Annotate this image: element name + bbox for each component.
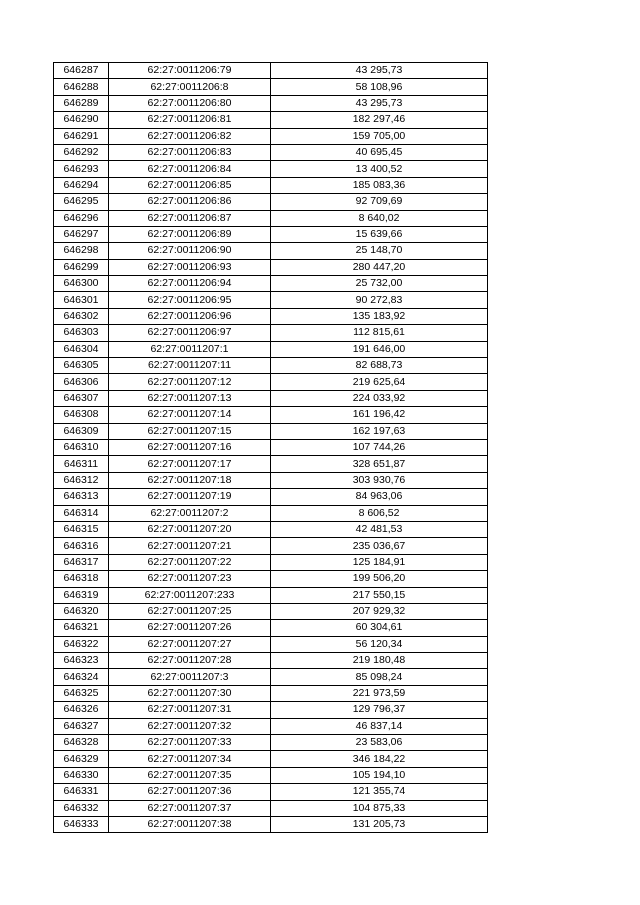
value-cell: 280 447,20 <box>271 259 488 275</box>
cadastral-number-cell: 62:27:0011206:95 <box>109 292 271 308</box>
table-row <box>54 571 488 587</box>
row-number-cell: 646289 <box>54 95 109 111</box>
cadastral-number-cell: 62:27:0011207:22 <box>109 554 271 570</box>
table-row <box>54 63 488 79</box>
value-cell: 235 036,67 <box>271 538 488 554</box>
row-number-cell: 646310 <box>54 439 109 455</box>
table-row <box>54 718 488 734</box>
row-number-cell: 646327 <box>54 718 109 734</box>
row-number-cell: 646329 <box>54 751 109 767</box>
row-number-cell: 646308 <box>54 407 109 423</box>
table-row <box>54 112 488 128</box>
table-row <box>54 259 488 275</box>
row-number-cell: 646293 <box>54 161 109 177</box>
row-number-cell: 646307 <box>54 390 109 406</box>
table-row <box>54 79 488 95</box>
table-row <box>54 472 488 488</box>
table-row <box>54 521 488 537</box>
table-row <box>54 636 488 652</box>
value-cell: 42 481,53 <box>271 521 488 537</box>
row-number-cell: 646313 <box>54 489 109 505</box>
row-number-cell: 646290 <box>54 112 109 128</box>
cadastral-number-cell: 62:27:0011207:233 <box>109 587 271 603</box>
table-row <box>54 685 488 701</box>
row-number-cell: 646298 <box>54 243 109 259</box>
table-row <box>54 587 488 603</box>
cadastral-number-cell: 62:27:0011207:3 <box>109 669 271 685</box>
row-number-cell: 646297 <box>54 226 109 242</box>
cadastral-number-cell: 62:27:0011206:83 <box>109 144 271 160</box>
value-cell: 92 709,69 <box>271 194 488 210</box>
value-cell: 112 815,61 <box>271 325 488 341</box>
row-number-cell: 646315 <box>54 521 109 537</box>
value-cell: 207 929,32 <box>271 603 488 619</box>
table-row <box>54 554 488 570</box>
table-row <box>54 784 488 800</box>
cadastral-number-cell: 62:27:0011207:37 <box>109 800 271 816</box>
row-number-cell: 646287 <box>54 63 109 79</box>
table-row <box>54 128 488 144</box>
cadastral-number-cell: 62:27:0011206:90 <box>109 243 271 259</box>
table-row <box>54 226 488 242</box>
value-cell: 219 180,48 <box>271 653 488 669</box>
value-cell: 85 098,24 <box>271 669 488 685</box>
value-cell: 23 583,06 <box>271 735 488 751</box>
table-row <box>54 816 488 832</box>
table-row <box>54 702 488 718</box>
value-cell: 135 183,92 <box>271 308 488 324</box>
cadastral-number-cell: 62:27:0011207:31 <box>109 702 271 718</box>
value-cell: 13 400,52 <box>271 161 488 177</box>
value-cell: 46 837,14 <box>271 718 488 734</box>
cadastral-number-cell: 62:27:0011206:86 <box>109 194 271 210</box>
value-cell: 25 148,70 <box>271 243 488 259</box>
table-row <box>54 243 488 259</box>
row-number-cell: 646309 <box>54 423 109 439</box>
value-cell: 40 695,45 <box>271 144 488 160</box>
value-cell: 346 184,22 <box>271 751 488 767</box>
table-row <box>54 653 488 669</box>
cadastral-number-cell: 62:27:0011207:20 <box>109 521 271 537</box>
cadastral-number-cell: 62:27:0011207:34 <box>109 751 271 767</box>
table-row <box>54 767 488 783</box>
row-number-cell: 646294 <box>54 177 109 193</box>
table-row <box>54 407 488 423</box>
row-number-cell: 646299 <box>54 259 109 275</box>
table-row <box>54 177 488 193</box>
row-number-cell: 646324 <box>54 669 109 685</box>
table-row <box>54 390 488 406</box>
value-cell: 182 297,46 <box>271 112 488 128</box>
cadastral-number-cell: 62:27:0011207:13 <box>109 390 271 406</box>
value-cell: 8 606,52 <box>271 505 488 521</box>
row-number-cell: 646291 <box>54 128 109 144</box>
row-number-cell: 646317 <box>54 554 109 570</box>
cadastral-number-cell: 62:27:0011206:80 <box>109 95 271 111</box>
table-row <box>54 210 488 226</box>
cadastral-number-cell: 62:27:0011207:14 <box>109 407 271 423</box>
cadastral-number-cell: 62:27:0011206:84 <box>109 161 271 177</box>
row-number-cell: 646300 <box>54 276 109 292</box>
cadastral-number-cell: 62:27:0011206:96 <box>109 308 271 324</box>
value-cell: 84 963,06 <box>271 489 488 505</box>
value-cell: 191 646,00 <box>271 341 488 357</box>
cadastral-number-cell: 62:27:0011207:36 <box>109 784 271 800</box>
row-number-cell: 646288 <box>54 79 109 95</box>
row-number-cell: 646333 <box>54 816 109 832</box>
row-number-cell: 646316 <box>54 538 109 554</box>
value-cell: 199 506,20 <box>271 571 488 587</box>
value-cell: 82 688,73 <box>271 358 488 374</box>
value-cell: 161 196,42 <box>271 407 488 423</box>
cadastral-number-cell: 62:27:0011207:33 <box>109 735 271 751</box>
table-row <box>54 439 488 455</box>
row-number-cell: 646318 <box>54 571 109 587</box>
table-row <box>54 489 488 505</box>
table-row <box>54 194 488 210</box>
table-row <box>54 325 488 341</box>
value-cell: 8 640,02 <box>271 210 488 226</box>
value-cell: 224 033,92 <box>271 390 488 406</box>
value-cell: 43 295,73 <box>271 95 488 111</box>
value-cell: 60 304,61 <box>271 620 488 636</box>
row-number-cell: 646292 <box>54 144 109 160</box>
table-row <box>54 358 488 374</box>
row-number-cell: 646301 <box>54 292 109 308</box>
row-number-cell: 646320 <box>54 603 109 619</box>
value-cell: 58 108,96 <box>271 79 488 95</box>
table-row <box>54 505 488 521</box>
value-cell: 15 639,66 <box>271 226 488 242</box>
cadastral-number-cell: 62:27:0011207:21 <box>109 538 271 554</box>
cadastral-number-cell: 62:27:0011207:35 <box>109 767 271 783</box>
row-number-cell: 646296 <box>54 210 109 226</box>
table-row <box>54 800 488 816</box>
value-cell: 90 272,83 <box>271 292 488 308</box>
row-number-cell: 646305 <box>54 358 109 374</box>
table-row <box>54 538 488 554</box>
table-row <box>54 669 488 685</box>
cadastral-number-cell: 62:27:0011207:17 <box>109 456 271 472</box>
row-number-cell: 646314 <box>54 505 109 521</box>
row-number-cell: 646303 <box>54 325 109 341</box>
table-row <box>54 276 488 292</box>
cadastral-number-cell: 62:27:0011207:32 <box>109 718 271 734</box>
row-number-cell: 646330 <box>54 767 109 783</box>
value-cell: 217 550,15 <box>271 587 488 603</box>
data-table <box>53 62 488 833</box>
table-row <box>54 144 488 160</box>
cadastral-number-cell: 62:27:0011207:28 <box>109 653 271 669</box>
cadastral-number-cell: 62:27:0011207:27 <box>109 636 271 652</box>
value-cell: 219 625,64 <box>271 374 488 390</box>
table-row <box>54 308 488 324</box>
table-row <box>54 341 488 357</box>
value-cell: 159 705,00 <box>271 128 488 144</box>
cadastral-number-cell: 62:27:0011207:11 <box>109 358 271 374</box>
value-cell: 221 973,59 <box>271 685 488 701</box>
row-number-cell: 646325 <box>54 685 109 701</box>
row-number-cell: 646295 <box>54 194 109 210</box>
value-cell: 43 295,73 <box>271 63 488 79</box>
row-number-cell: 646319 <box>54 587 109 603</box>
cadastral-number-cell: 62:27:0011206:94 <box>109 276 271 292</box>
cadastral-number-cell: 62:27:0011206:97 <box>109 325 271 341</box>
value-cell: 104 875,33 <box>271 800 488 816</box>
row-number-cell: 646326 <box>54 702 109 718</box>
row-number-cell: 646306 <box>54 374 109 390</box>
row-number-cell: 646312 <box>54 472 109 488</box>
row-number-cell: 646322 <box>54 636 109 652</box>
cadastral-number-cell: 62:27:0011207:16 <box>109 439 271 455</box>
cadastral-number-cell: 62:27:0011207:25 <box>109 603 271 619</box>
cadastral-number-cell: 62:27:0011207:2 <box>109 505 271 521</box>
table-row <box>54 735 488 751</box>
table-row <box>54 374 488 390</box>
row-number-cell: 646328 <box>54 735 109 751</box>
cadastral-number-cell: 62:27:0011207:26 <box>109 620 271 636</box>
value-cell: 56 120,34 <box>271 636 488 652</box>
value-cell: 131 205,73 <box>271 816 488 832</box>
table-row <box>54 423 488 439</box>
cadastral-number-cell: 62:27:0011206:82 <box>109 128 271 144</box>
value-cell: 303 930,76 <box>271 472 488 488</box>
cadastral-number-cell: 62:27:0011207:30 <box>109 685 271 701</box>
cadastral-number-cell: 62:27:0011207:38 <box>109 816 271 832</box>
table-row <box>54 292 488 308</box>
row-number-cell: 646331 <box>54 784 109 800</box>
row-number-cell: 646304 <box>54 341 109 357</box>
table-row <box>54 751 488 767</box>
value-cell: 107 744,26 <box>271 439 488 455</box>
cadastral-number-cell: 62:27:0011207:1 <box>109 341 271 357</box>
table-row <box>54 620 488 636</box>
value-cell: 129 796,37 <box>271 702 488 718</box>
cadastral-number-cell: 62:27:0011207:19 <box>109 489 271 505</box>
cadastral-number-cell: 62:27:0011207:23 <box>109 571 271 587</box>
value-cell: 185 083,36 <box>271 177 488 193</box>
cadastral-number-cell: 62:27:0011206:79 <box>109 63 271 79</box>
cadastral-number-cell: 62:27:0011206:81 <box>109 112 271 128</box>
row-number-cell: 646311 <box>54 456 109 472</box>
value-cell: 25 732,00 <box>271 276 488 292</box>
table-row <box>54 456 488 472</box>
row-number-cell: 646302 <box>54 308 109 324</box>
table-body <box>54 63 488 833</box>
cadastral-number-cell: 62:27:0011206:89 <box>109 226 271 242</box>
cadastral-number-cell: 62:27:0011206:93 <box>109 259 271 275</box>
cadastral-number-cell: 62:27:0011206:85 <box>109 177 271 193</box>
value-cell: 125 184,91 <box>271 554 488 570</box>
value-cell: 121 355,74 <box>271 784 488 800</box>
row-number-cell: 646323 <box>54 653 109 669</box>
table-row <box>54 95 488 111</box>
cadastral-number-cell: 62:27:0011206:87 <box>109 210 271 226</box>
table-row <box>54 161 488 177</box>
table-row <box>54 603 488 619</box>
cadastral-number-cell: 62:27:0011207:18 <box>109 472 271 488</box>
value-cell: 105 194,10 <box>271 767 488 783</box>
row-number-cell: 646321 <box>54 620 109 636</box>
row-number-cell: 646332 <box>54 800 109 816</box>
value-cell: 162 197,63 <box>271 423 488 439</box>
cadastral-number-cell: 62:27:0011207:15 <box>109 423 271 439</box>
value-cell: 328 651,87 <box>271 456 488 472</box>
cadastral-number-cell: 62:27:0011206:8 <box>109 79 271 95</box>
cadastral-number-cell: 62:27:0011207:12 <box>109 374 271 390</box>
